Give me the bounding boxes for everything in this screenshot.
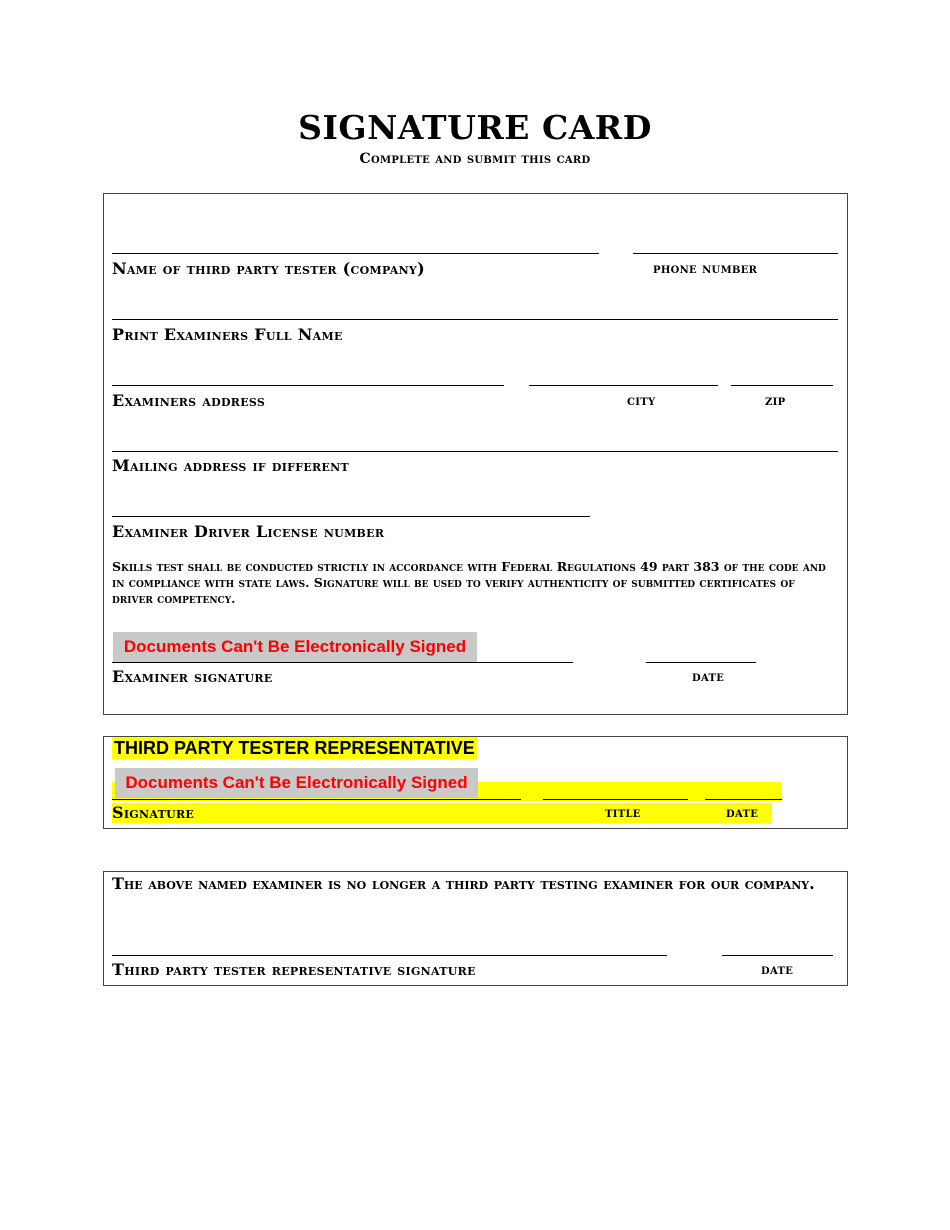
full-name-field[interactable] (112, 319, 838, 320)
representative-date-field[interactable] (705, 799, 782, 800)
representative-date-label: date (726, 805, 759, 821)
mailing-address-label: Mailing address if different (112, 456, 350, 475)
phone-number-label: phone number (653, 261, 758, 277)
license-number-field[interactable] (112, 516, 590, 517)
representative-signature-line (112, 799, 521, 800)
termination-signature-label: Third party tester representative signature (112, 960, 476, 979)
page-subtitle: Complete and submit this card (359, 151, 591, 167)
phone-number-field[interactable] (633, 253, 838, 254)
examiner-signature-line (112, 662, 573, 663)
representative-heading (112, 737, 477, 759)
city-field[interactable] (529, 385, 718, 386)
zip-label: zip (765, 393, 786, 409)
representative-signature-field[interactable]: Documents Can't Be Electronically Signed (115, 768, 478, 798)
termination-signature-field[interactable] (112, 955, 667, 956)
address-field[interactable] (112, 385, 504, 386)
company-name-label: Name of third party tester (company) (112, 259, 425, 278)
termination-date-label: date (761, 962, 794, 978)
termination-statement: The above named examiner is no longer a third party testing examiner for our company. (112, 874, 815, 893)
representative-heading-text: THIRD PARTY TESTER REPRESENTATIVE (114, 738, 475, 758)
examiner-signature-label: Examiner signature (112, 667, 273, 686)
representative-title-field[interactable] (543, 799, 688, 800)
examiner-date-label: date (692, 669, 725, 685)
representative-title-label: title (605, 805, 641, 821)
zip-field[interactable] (731, 385, 833, 386)
representative-label-highlight (112, 803, 772, 823)
address-label: Examiners address (112, 391, 266, 410)
license-number-label: Examiner Driver License number (112, 522, 385, 541)
examiner-date-field[interactable] (646, 662, 756, 663)
examiner-signature-field[interactable]: Documents Can't Be Electronically Signed (113, 632, 477, 662)
representative-signature-label: Signature (112, 803, 195, 822)
page-title: SIGNATURE CARD (298, 108, 652, 147)
city-label: city (627, 393, 656, 409)
mailing-address-field[interactable] (112, 451, 838, 452)
full-name-label: Print Examiners Full Name (112, 325, 343, 344)
regulation-text: Skills test shall be conducted strictly in accordance with Federal Regulations 49 part 383 of the code and in compliance with state laws. Signature will be used to verify authenticity of submitted certificates of driver competency. (112, 559, 826, 606)
termination-date-field[interactable] (722, 955, 833, 956)
company-name-field[interactable] (112, 253, 599, 254)
